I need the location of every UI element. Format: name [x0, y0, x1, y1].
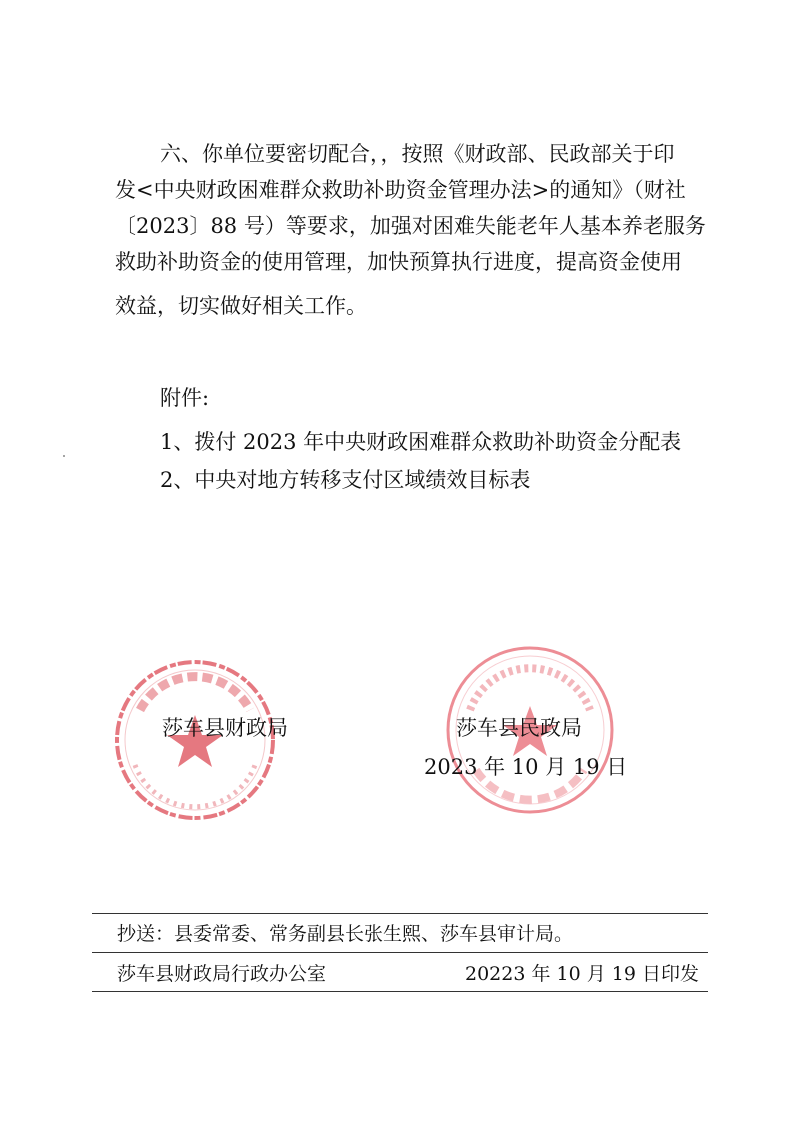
signature-finance-bureau: 莎车县财政局: [162, 716, 288, 740]
issue-date: 20223 年 10 月 19 日印发: [465, 963, 699, 985]
body-line-5: 效益，切实做好相关工作。: [115, 294, 367, 318]
signature-date: 2023 年 10 月 19 日: [424, 755, 628, 779]
footer-bottom-rule: [92, 991, 708, 992]
body-line-3: 〔2023〕88 号）等要求，加强对困难失能老年人基本养老服务: [115, 214, 706, 238]
attachment-item-1: 1、拨付 2023 年中央财政困难群众救助补助资金分配表: [160, 430, 682, 454]
scan-speck: [63, 455, 65, 457]
attachment-item-2: 2、中央对地方转移支付区域绩效目标表: [160, 468, 531, 492]
copy-to-line: 抄送：县委常委、常务副县长张生熙、莎车县审计局。: [117, 923, 574, 945]
footer-middle-rule: [92, 952, 708, 953]
issuer-office: 莎车县财政局行政办公室: [117, 963, 327, 985]
body-line-2: 发<中央财政困难群众救助补助资金管理办法>的通知》（财社: [115, 178, 686, 202]
signature-civil-affairs-bureau: 莎车县民政局: [456, 716, 582, 740]
attachments-heading: 附件:: [160, 386, 210, 410]
body-line-4: 救助补助资金的使用管理，加快预算执行进度，提高资金使用: [115, 250, 682, 274]
body-line-1: 六、你单位要密切配合，，按照《财政部、民政部关于印: [160, 142, 675, 166]
footer-top-rule: [92, 913, 708, 914]
